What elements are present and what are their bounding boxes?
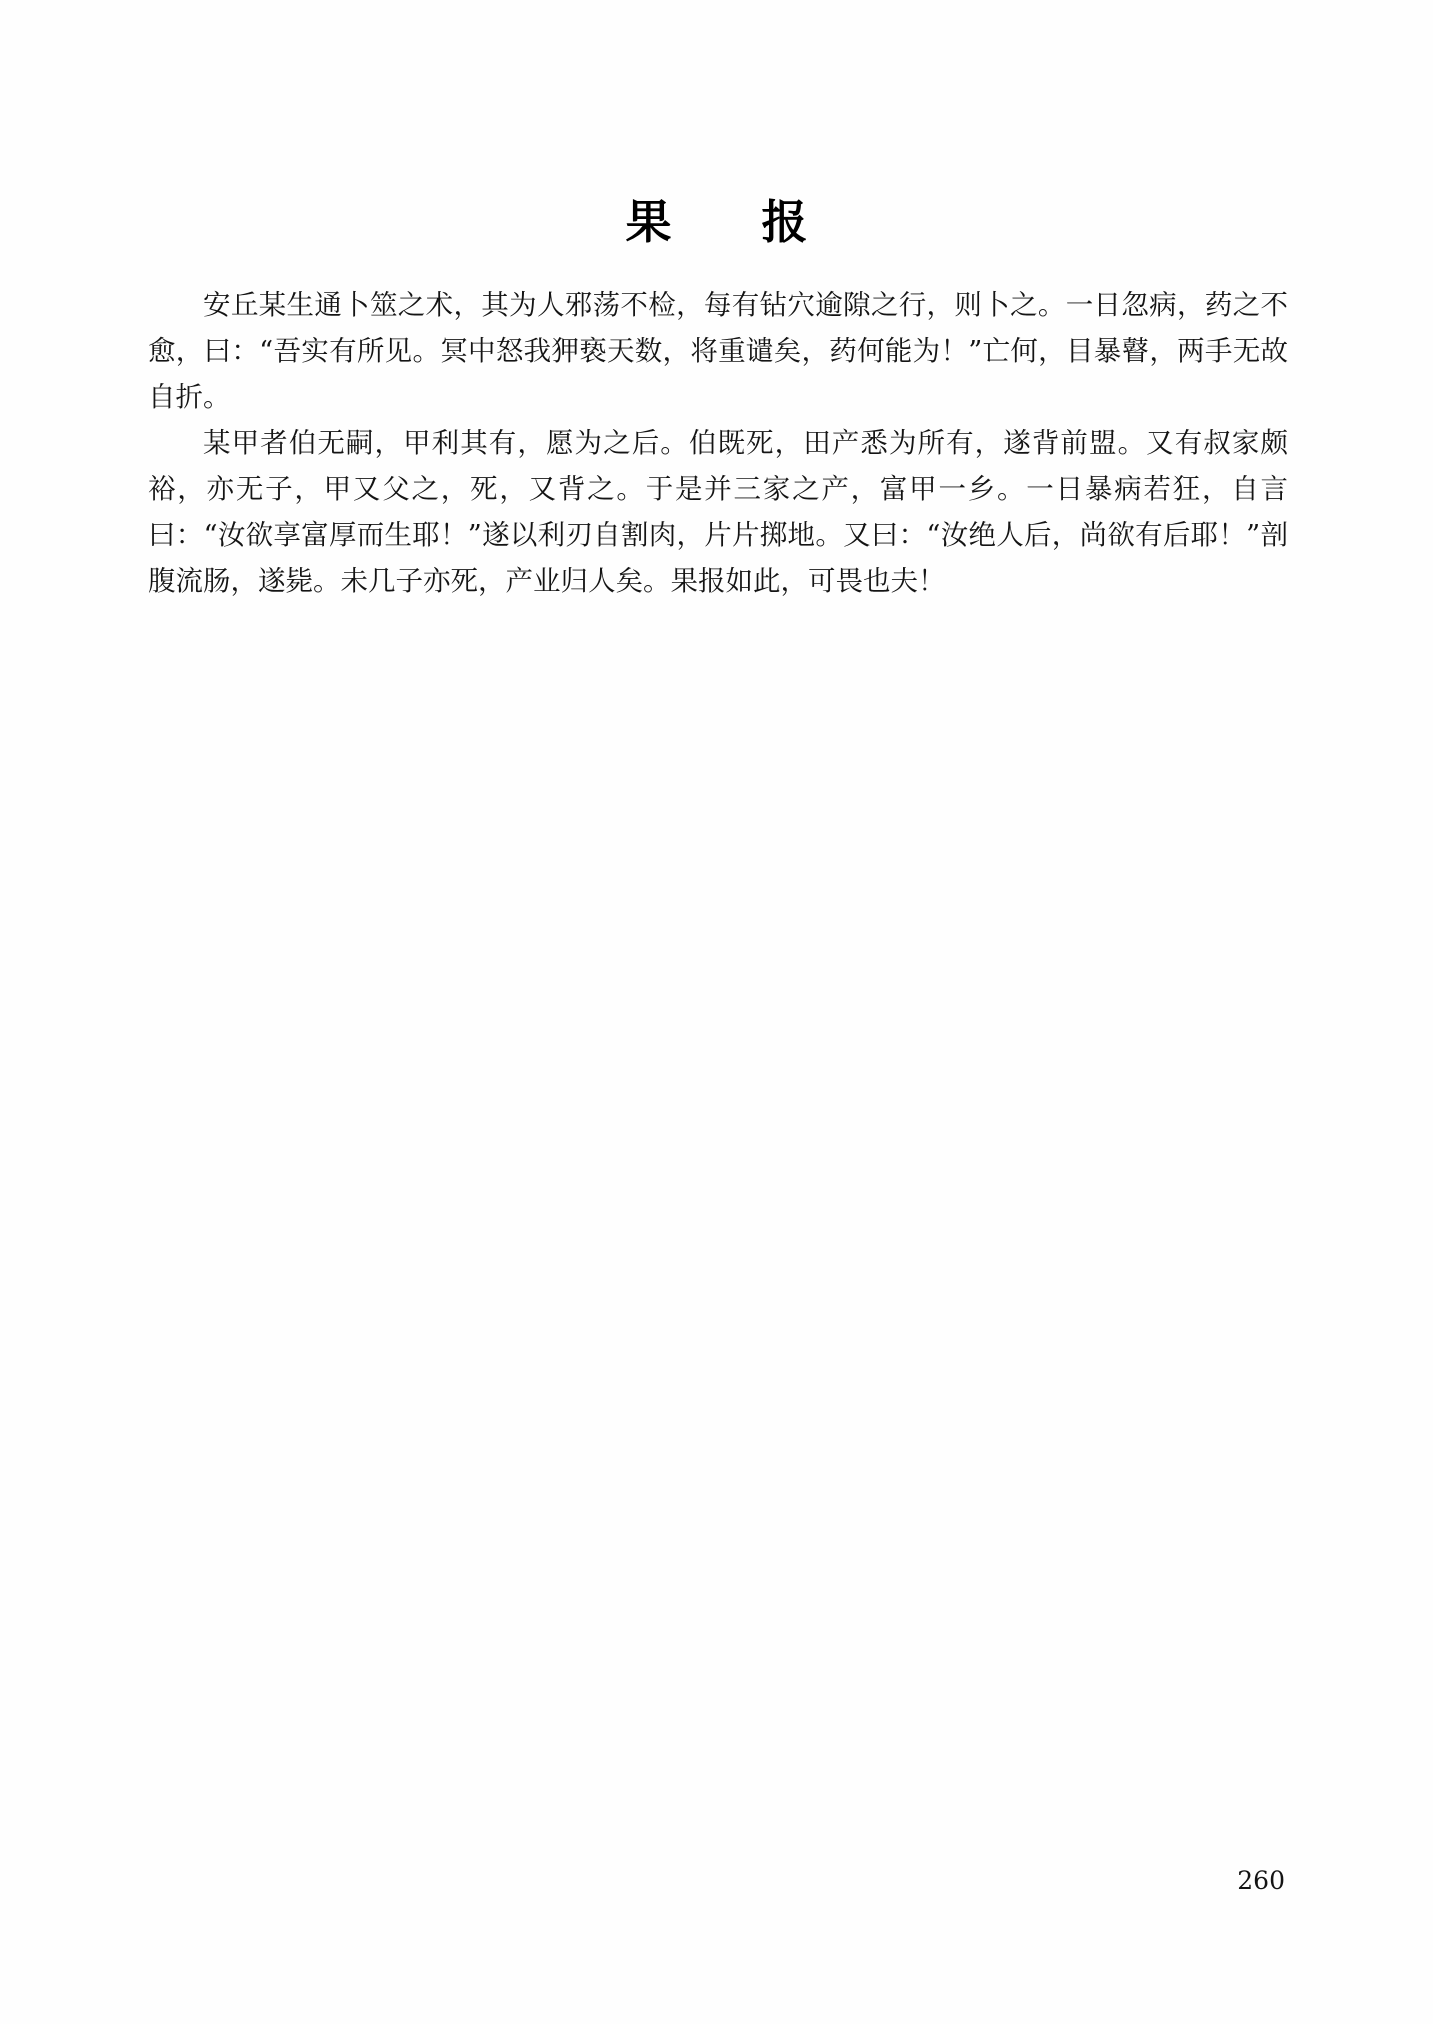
paragraph: 安丘某生通卜筮之术，其为人邪荡不检，每有钻穴逾隙之行，则卜之。一日忽病，药之不愈，曰：“吾实有所见。冥中怒我狎亵天数，将重谴矣，药何能为！”亡何，目暴瞽，两手无故自折。 xyxy=(148,289,1288,413)
body-text xyxy=(148,282,1288,604)
page-number: 260 xyxy=(1237,1866,1285,1895)
page-title: 果 报 xyxy=(625,194,830,249)
paragraph: 某甲者伯无嗣，甲利其有，愿为之后。伯既死，田产悉为所有，遂背前盟。又有叔家颇裕，亦无子，甲又父之，死，又背之。于是并三家之产，富甲一乡。一日暴病若狂，自言曰：“汝欲享富厚而生耶！”遂以利刃自割肉，片片掷地。又曰：“汝绝人后，尚欲有后耶！”剖腹流肠，遂毙。未几子亦死，产业归人矣。果报如此，可畏也夫！ xyxy=(148,427,1288,597)
